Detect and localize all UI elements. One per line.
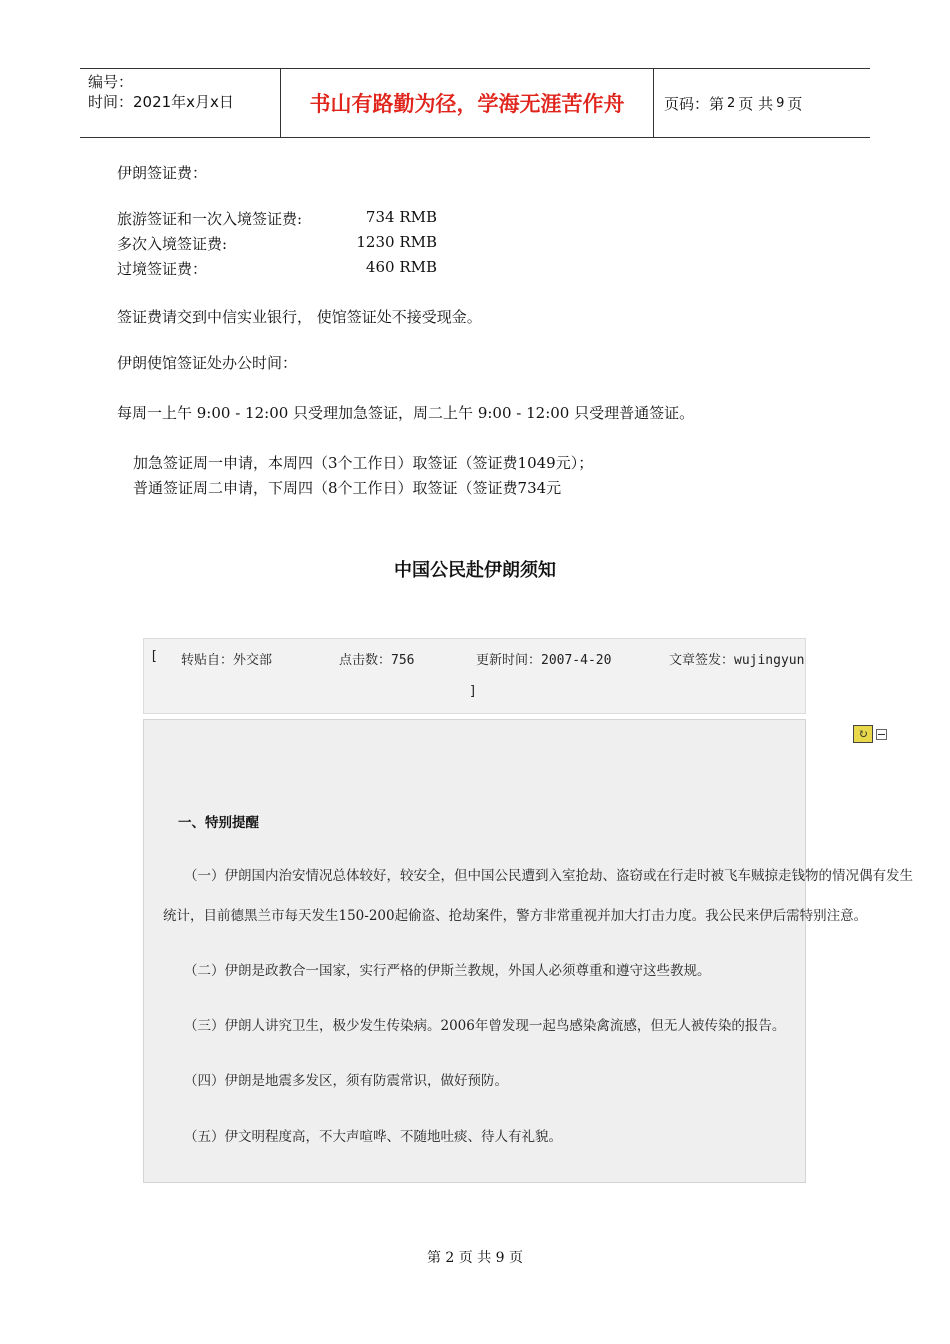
page-prefix: 页码：第 <box>664 94 725 113</box>
fee-row <box>117 208 437 230</box>
fee-value: 1230 RMB <box>356 233 437 251</box>
urgent-visa-note: 加急签证周一申请，本周四（3个工作日）取签证（签证费1049元）； <box>133 454 594 472</box>
fee-title: 伊朗签证费： <box>117 164 208 182</box>
office-hours: 每周一上午 9:00 - 12:00 只受理加急签证，周二上午 9:00 - 12:00 只受理普通签证。 <box>117 404 695 422</box>
header-page-number <box>654 69 870 137</box>
fee-value: 460 RMB <box>365 258 437 276</box>
paragraph: 统计，目前德黑兰市每天发生150-200起偷盗、抢劫案件，警方非常重视并加大打击力度。我公民来伊后需特别注意。 <box>163 908 868 924</box>
normal-visa-note: 普通签证周二申请，下周四（8个工作日）取签证（签证费734元 <box>133 479 562 497</box>
collapse-icon[interactable] <box>876 729 887 740</box>
office-title: 伊朗使馆签证处办公时间： <box>117 354 298 372</box>
section-heading: 一、特别提醒 <box>178 815 259 831</box>
page-suffix: 页 <box>787 94 803 113</box>
paragraph: （三）伊朗人讲究卫生，极少发生传染病。2006年曾发现一起鸟感染禽流感，但无人被传染的报告。 <box>184 1018 786 1034</box>
paragraph: （一）伊朗国内治安情况总体较好，较安全，但中国公民遭到入室抢劫、盗窃或在行走时被飞车贼掠走钱物的情况偶有发生 <box>184 868 913 884</box>
page-current: 2 <box>727 95 736 111</box>
article-source: 转贴自：外交部 <box>181 653 273 668</box>
fee-label: 多次入境签证费: <box>117 235 228 253</box>
refresh-icon[interactable]: ↻ <box>853 725 873 743</box>
paragraph: （四）伊朗是地震多发区，须有防震常识，做好预防。 <box>184 1073 508 1089</box>
fee-label: 旅游签证和一次入境签证费: <box>117 210 303 228</box>
payment-note: 签证费请交到中信实业银行， 使馆签证处不接受现金。 <box>117 308 482 326</box>
fee-value: 734 RMB <box>365 208 437 226</box>
article-info-bar <box>143 638 806 714</box>
paragraph: （二）伊朗是政教合一国家，实行严格的伊斯兰教规，外国人必须尊重和遵守这些教规。 <box>184 963 711 979</box>
page-total: 9 <box>776 95 785 111</box>
header-motto: 书山有路勤为径，学海无涯苦作舟 <box>281 69 654 137</box>
page-footer: 第 2 页 共 9 页 <box>426 1250 524 1266</box>
toolbar-icons <box>853 725 887 743</box>
article-title: 中国公民赴伊朗须知 <box>394 560 556 581</box>
bracket-close: ] <box>469 684 477 699</box>
article-content-box <box>143 719 806 1183</box>
header-meta <box>80 69 281 137</box>
page-header <box>80 68 870 138</box>
fee-label: 过境签证费： <box>117 260 208 278</box>
number-label: 编号： <box>88 73 134 91</box>
article-clicks: 点击数：756 <box>339 653 415 668</box>
paragraph: （五）伊文明程度高，不大声喧哗、不随地吐痰、待人有礼貌。 <box>184 1129 562 1145</box>
fee-row <box>117 233 437 255</box>
article-updated: 更新时间：2007-4-20 <box>476 653 612 668</box>
bracket-open: [ <box>150 649 158 664</box>
page-mid: 页 共 <box>738 94 774 113</box>
fee-row <box>117 258 437 280</box>
time-label: 时间：2021年x月x日 <box>88 93 234 111</box>
article-editor: 文章签发：wujingyun <box>669 653 805 668</box>
